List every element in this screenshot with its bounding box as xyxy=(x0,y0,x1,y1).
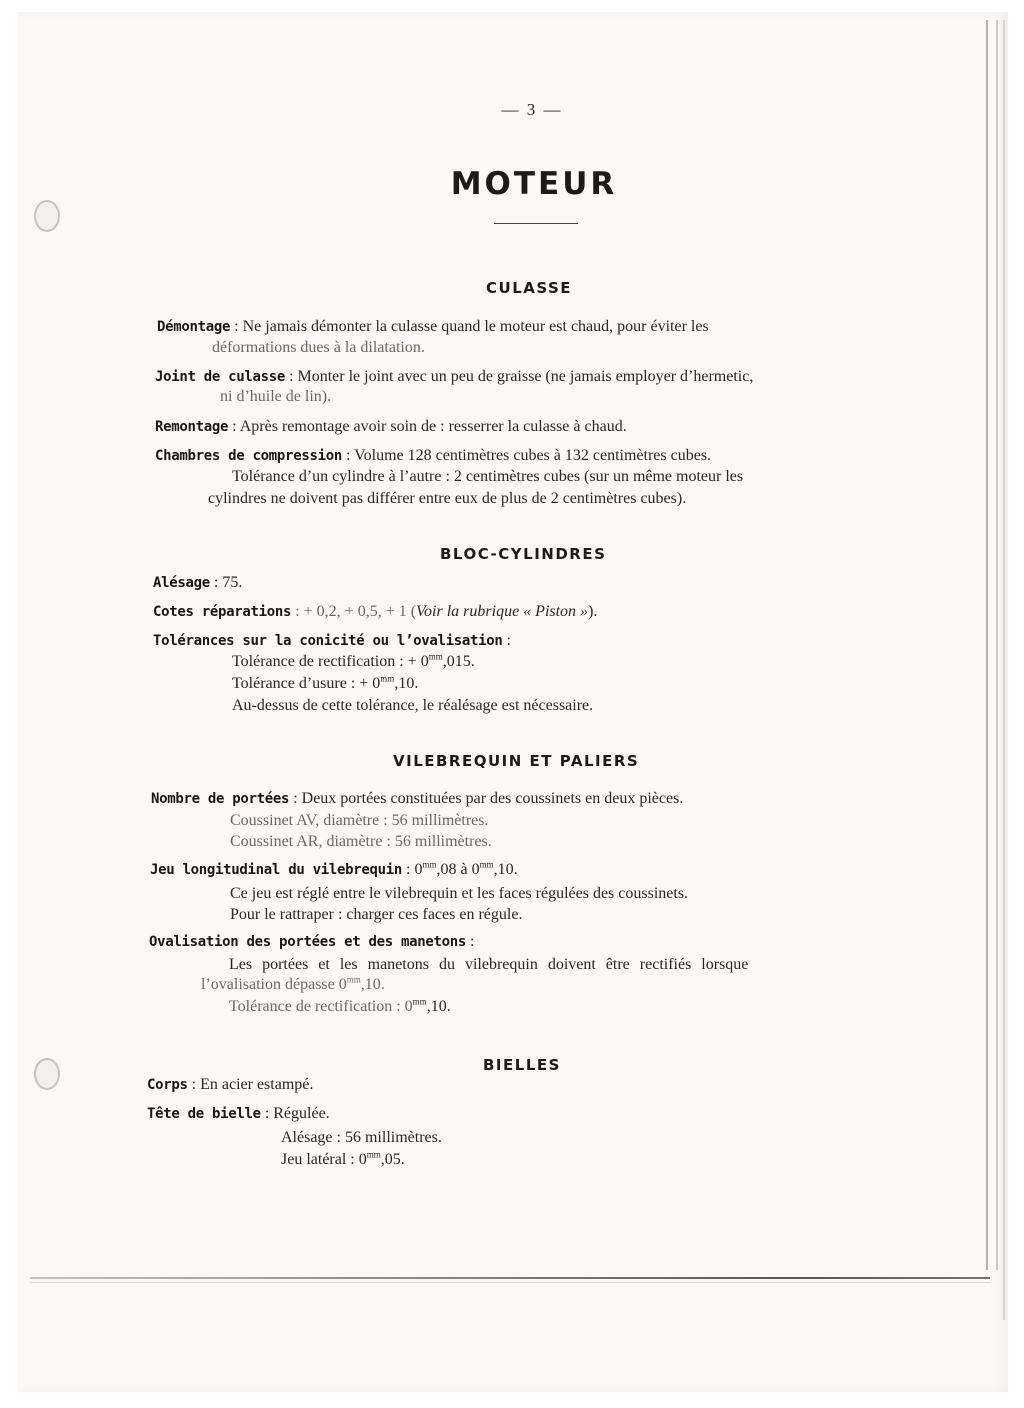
entry-text: : xyxy=(470,933,475,950)
entry-label: Tête de bielle xyxy=(147,1106,261,1122)
unit: mm xyxy=(380,673,395,684)
entry-text: : Ne jamais démonter la culasse quand le moteur est chaud, pour éviter les xyxy=(234,318,709,335)
entry-joint xyxy=(155,367,753,387)
page-bottom-edge xyxy=(30,1277,990,1279)
entry-text: : Volume 128 centimètres cubes à 132 centimètres cubes. xyxy=(345,447,712,464)
value-text: ,08 à 0 xyxy=(436,861,480,878)
entry-chambres xyxy=(155,446,711,466)
entry-label: Joint de culasse xyxy=(155,369,286,385)
value-text: Jeu latéral : 0 xyxy=(281,1151,367,1168)
entry-subline: Coussinet AR, diamètre : 56 millimètres. xyxy=(230,833,492,850)
entry-label: Nombre de portées xyxy=(151,791,290,807)
page-edge xyxy=(996,20,998,1270)
page-title: MOTEUR xyxy=(450,166,618,202)
unit: mm xyxy=(346,974,361,985)
entry-label: Ovalisation des portées et des manetons xyxy=(149,934,467,950)
entry-label: Tolérances sur la conicité ou l’ovalisation xyxy=(153,633,503,649)
entry-subline: Ce jeu est réglé entre le vilebrequin et les faces régulées des coussinets. xyxy=(230,885,689,902)
binder-hole xyxy=(34,1058,60,1090)
value-text: ,10. xyxy=(493,861,518,878)
entry-text-continued: Tolérance d’un cylindre à l’autre : 2 centimètres cubes (sur un même moteur les xyxy=(232,468,744,485)
cross-reference: Voir la rubrique « Piston » xyxy=(416,603,589,620)
entry-subline xyxy=(229,997,451,1017)
binder-hole xyxy=(34,200,60,232)
entry-alesage xyxy=(153,573,242,593)
entry-tete-de-bielle xyxy=(147,1104,330,1124)
entry-label: Corps xyxy=(147,1077,188,1093)
entry-text: : Monter le joint avec un peu de graisse (ne jamais employer d’hermetic, xyxy=(289,368,754,385)
entry-text-continued: cylindres ne doivent pas différer entre eux de plus de 2 centimètres cubes). xyxy=(208,490,687,507)
unit: mm xyxy=(412,996,427,1007)
unit: mm xyxy=(479,859,494,870)
entry-subline xyxy=(281,1150,405,1170)
entry-subline: Les portées et les manetons du vilebrequin doivent être rectifiés lorsque xyxy=(229,956,749,973)
value-text: : 0 xyxy=(406,861,423,878)
section-heading-bielles: BIELLES xyxy=(483,1056,561,1074)
entry-text: : xyxy=(506,632,511,649)
value-text: Tolérance d’usure : + 0 xyxy=(232,675,381,692)
entry-cotes xyxy=(153,602,597,622)
entry-text: : 75. xyxy=(213,574,243,591)
entry-demontage xyxy=(157,317,709,337)
page-edge xyxy=(1003,20,1005,1320)
entry-label: Cotes réparations xyxy=(153,604,292,620)
unit: mm xyxy=(366,1149,381,1160)
entry-text: : Après remontage avoir soin de : resserrer la culasse à chaud. xyxy=(232,418,627,435)
title-rule xyxy=(494,223,578,224)
value-text: ,05. xyxy=(380,1151,405,1168)
entry-portees xyxy=(151,789,683,809)
entry-subline: Alésage : 56 millimètres. xyxy=(281,1129,442,1146)
value-text: l’ovalisation dépasse 0 xyxy=(201,976,347,993)
value-text: Tolérance de rectification : 0 xyxy=(229,998,413,1015)
unit: mm xyxy=(428,651,443,662)
entry-text: : + 0,2, + 0,5, + 1 ( xyxy=(295,603,417,620)
value-text: ,10. xyxy=(394,675,419,692)
page-number: — 3 — xyxy=(501,100,563,119)
entry-label: Jeu longitudinal du vilebrequin xyxy=(150,862,402,878)
value-text: Tolérance de rectification : + 0 xyxy=(232,653,429,670)
entry-jeu-longitudinal xyxy=(150,860,518,880)
entry-text: : En acier estampé. xyxy=(191,1076,314,1093)
value-text: ,015. xyxy=(442,653,475,670)
entry-remontage xyxy=(155,417,627,437)
entry-label: Démontage xyxy=(157,319,231,335)
entry-text: ). xyxy=(588,603,598,620)
section-heading-culasse: CULASSE xyxy=(486,279,573,297)
entry-ovalisation xyxy=(149,932,474,952)
entry-subline xyxy=(201,975,385,995)
entry-subline: Pour le rattraper : charger ces faces en régule. xyxy=(230,906,523,923)
page-bottom-edge xyxy=(30,1282,990,1283)
entry-subline xyxy=(232,674,418,694)
entry-tolerances xyxy=(153,631,511,651)
entry-subline: Coussinet AV, diamètre : 56 millimètres. xyxy=(230,812,489,829)
value-text: ,10. xyxy=(426,998,451,1015)
entry-label: Remontage xyxy=(155,419,229,435)
page-edge xyxy=(986,20,988,1270)
entry-subline: Au-dessus de cette tolérance, le réalésage est nécessaire. xyxy=(232,697,594,714)
entry-subline xyxy=(232,652,475,672)
entry-label: Alésage xyxy=(153,575,210,591)
entry-label: Chambres de compression xyxy=(155,448,342,464)
entry-text-continued: ni d’huile de lin). xyxy=(220,388,332,405)
entry-text: : Régulée. xyxy=(264,1105,330,1122)
entry-text-continued: déformations dues à la dilatation. xyxy=(212,339,425,356)
section-heading-bloc-cylindres: BLOC-CYLINDRES xyxy=(440,545,607,563)
section-heading-vilebrequin: VILEBREQUIN ET PALIERS xyxy=(393,752,640,770)
entry-text: : Deux portées constituées par des coussinets en deux pièces. xyxy=(293,790,684,807)
value-text: ,10. xyxy=(360,976,385,993)
unit: mm xyxy=(422,859,437,870)
entry-corps xyxy=(147,1075,313,1095)
